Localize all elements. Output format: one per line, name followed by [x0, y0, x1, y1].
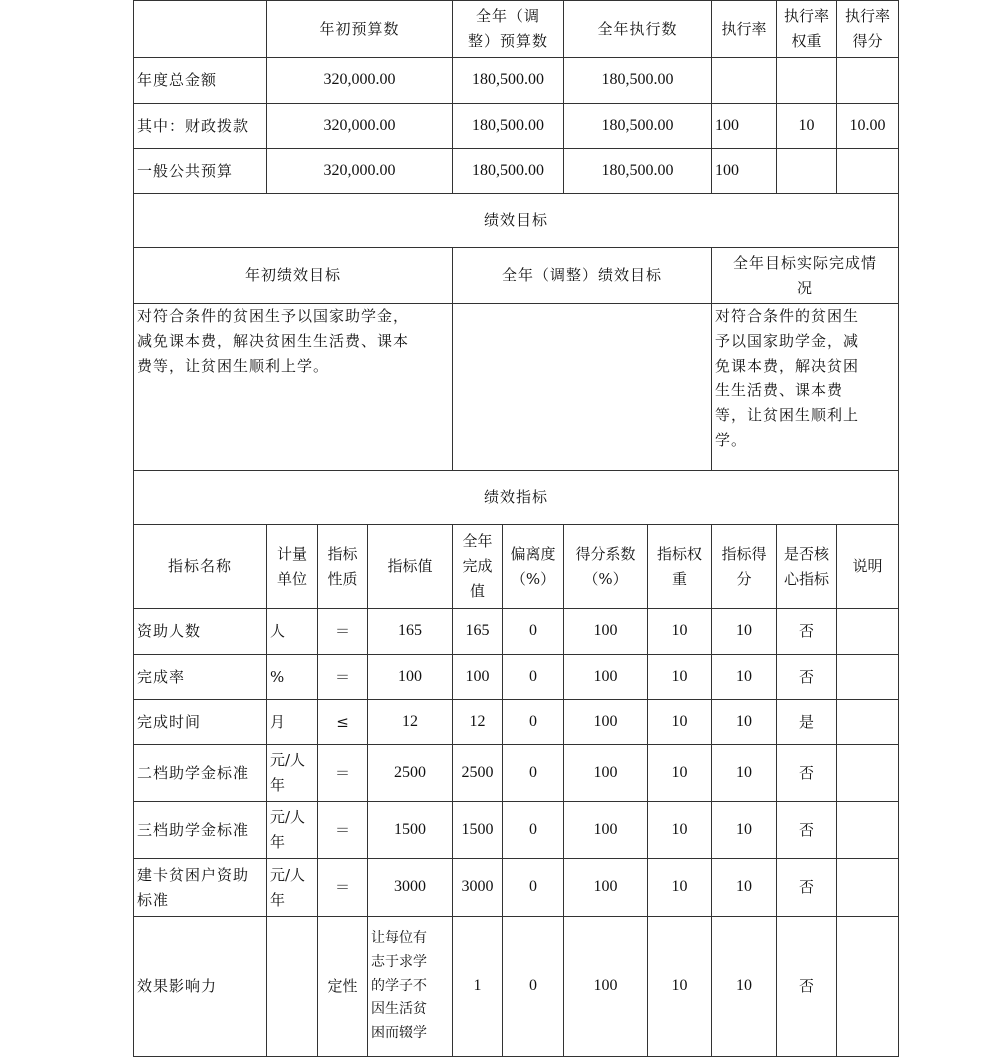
ind-note [837, 745, 899, 802]
goals-header-actual: 全年目标实际完成情 况 [712, 248, 899, 304]
ind-coef: 100 [564, 609, 648, 655]
ind-name: 三档助学金标准 [134, 802, 267, 859]
budget-row-executed: 180,500.00 [564, 149, 712, 194]
ind-name: 建卡贫困户资助 标准 [134, 859, 267, 917]
budget-row-label: 年度总金额 [134, 58, 267, 104]
ind-weight: 10 [648, 655, 712, 700]
ind-deviation: 0 [503, 859, 564, 917]
ind-core: 是 [777, 700, 837, 745]
budget-row-weight [777, 58, 837, 104]
budget-row-adjusted: 180,500.00 [453, 149, 564, 194]
ind-value: 让每位有 志于求学 的学子不 因生活贫 困而辍学 [368, 917, 453, 1057]
ind-coef: 100 [564, 917, 648, 1057]
ind-header-coef: 得分系数 （%） [564, 525, 648, 609]
ind-nature: ＝ [318, 609, 368, 655]
ind-unit [267, 917, 318, 1057]
ind-note [837, 917, 899, 1057]
ind-name: 资助人数 [134, 609, 267, 655]
indicators-section-title: 绩效指标 [134, 471, 899, 525]
ind-score: 10 [712, 655, 777, 700]
ind-header-value: 指标值 [368, 525, 453, 609]
budget-row [134, 58, 899, 104]
budget-row-score [837, 149, 899, 194]
ind-name: 二档助学金标准 [134, 745, 267, 802]
ind-completed: 100 [453, 655, 503, 700]
ind-completed: 1 [453, 917, 503, 1057]
budget-row-rate: 100 [712, 104, 777, 149]
ind-deviation: 0 [503, 700, 564, 745]
ind-weight: 10 [648, 802, 712, 859]
ind-header-core: 是否核 心指标 [777, 525, 837, 609]
ind-name: 完成时间 [134, 700, 267, 745]
ind-header-note: 说明 [837, 525, 899, 609]
ind-value: 165 [368, 609, 453, 655]
ind-nature: ＝ [318, 859, 368, 917]
ind-name: 效果影响力 [134, 917, 267, 1057]
ind-unit: 元/人 年 [267, 802, 318, 859]
ind-name: 完成率 [134, 655, 267, 700]
ind-nature: ＝ [318, 802, 368, 859]
ind-coef: 100 [564, 655, 648, 700]
indicator-row [134, 802, 899, 859]
budget-row-label: 一般公共预算 [134, 149, 267, 194]
ind-score: 10 [712, 609, 777, 655]
budget-row-weight: 10 [777, 104, 837, 149]
ind-core: 否 [777, 609, 837, 655]
ind-completed: 3000 [453, 859, 503, 917]
budget-row-rate: 100 [712, 149, 777, 194]
ind-header-completed: 全年 完成 值 [453, 525, 503, 609]
ind-deviation: 0 [503, 745, 564, 802]
budget-header-weight: 执行率 权重 [777, 1, 837, 58]
indicator-row [134, 745, 899, 802]
ind-weight: 10 [648, 859, 712, 917]
ind-score: 10 [712, 700, 777, 745]
performance-report-sheet [133, 0, 898, 1057]
budget-header-executed: 全年执行数 [564, 1, 712, 58]
budget-row-executed: 180,500.00 [564, 104, 712, 149]
ind-completed: 165 [453, 609, 503, 655]
ind-weight: 10 [648, 745, 712, 802]
budget-row-initial: 320,000.00 [267, 104, 453, 149]
budget-row-adjusted: 180,500.00 [453, 58, 564, 104]
budget-row-score [837, 58, 899, 104]
ind-value: 2500 [368, 745, 453, 802]
ind-value: 100 [368, 655, 453, 700]
ind-completed: 2500 [453, 745, 503, 802]
budget-corner-cell [134, 1, 267, 58]
goals-initial-text: 对符合条件的贫困生予以国家助学金， 减免课本费，解决贫困生生活费、课本 费等，让贫困生顺利上学。 [134, 304, 453, 471]
goals-content-row [134, 304, 899, 471]
ind-unit: 月 [267, 700, 318, 745]
budget-header-row [134, 1, 899, 58]
indicator-row [134, 609, 899, 655]
ind-nature: ＝ [318, 745, 368, 802]
ind-header-weight: 指标权 重 [648, 525, 712, 609]
indicators-header-row [134, 525, 899, 609]
ind-completed: 1500 [453, 802, 503, 859]
ind-core: 否 [777, 745, 837, 802]
budget-row-rate [712, 58, 777, 104]
ind-core: 否 [777, 859, 837, 917]
budget-header-initial: 年初预算数 [267, 1, 453, 58]
ind-unit: 元/人 年 [267, 745, 318, 802]
ind-coef: 100 [564, 745, 648, 802]
budget-row-initial: 320,000.00 [267, 58, 453, 104]
ind-score: 10 [712, 745, 777, 802]
ind-core: 否 [777, 917, 837, 1057]
budget-header-score: 执行率 得分 [837, 1, 899, 58]
ind-note [837, 700, 899, 745]
budget-row-label: 其中：财政拨款 [134, 104, 267, 149]
ind-unit: 人 [267, 609, 318, 655]
ind-value: 1500 [368, 802, 453, 859]
budget-row-executed: 180,500.00 [564, 58, 712, 104]
ind-nature: ≤ [318, 700, 368, 745]
ind-note [837, 655, 899, 700]
budget-row [134, 149, 899, 194]
ind-score: 10 [712, 859, 777, 917]
budget-row [134, 104, 899, 149]
budget-row-adjusted: 180,500.00 [453, 104, 564, 149]
ind-score: 10 [712, 802, 777, 859]
ind-note [837, 609, 899, 655]
performance-table [133, 0, 899, 1057]
ind-completed: 12 [453, 700, 503, 745]
goals-section-row [134, 194, 899, 248]
budget-row-weight [777, 149, 837, 194]
ind-nature: 定性 [318, 917, 368, 1057]
ind-deviation: 0 [503, 917, 564, 1057]
indicator-row [134, 655, 899, 700]
ind-note [837, 802, 899, 859]
ind-coef: 100 [564, 802, 648, 859]
ind-unit: 元/人 年 [267, 859, 318, 917]
goals-header-row [134, 248, 899, 304]
ind-deviation: 0 [503, 655, 564, 700]
ind-core: 否 [777, 802, 837, 859]
goals-actual-text: 对符合条件的贫困生 予以国家助学金，减 免课本费，解决贫困 生生活费、课本费 等，让贫困生顺利上 学。 [712, 304, 899, 471]
goals-adjusted-text [453, 304, 712, 471]
ind-header-nature: 指标 性质 [318, 525, 368, 609]
ind-header-unit: 计量 单位 [267, 525, 318, 609]
ind-nature: ＝ [318, 655, 368, 700]
budget-row-score: 10.00 [837, 104, 899, 149]
indicators-section-row [134, 471, 899, 525]
ind-unit: % [267, 655, 318, 700]
indicator-row [134, 859, 899, 917]
ind-core: 否 [777, 655, 837, 700]
ind-deviation: 0 [503, 609, 564, 655]
ind-weight: 10 [648, 609, 712, 655]
goals-header-adjusted: 全年（调整）绩效目标 [453, 248, 712, 304]
goals-header-initial: 年初绩效目标 [134, 248, 453, 304]
budget-row-initial: 320,000.00 [267, 149, 453, 194]
ind-header-name: 指标名称 [134, 525, 267, 609]
indicator-row [134, 700, 899, 745]
ind-score: 10 [712, 917, 777, 1057]
budget-header-adjusted: 全年（调 整）预算数 [453, 1, 564, 58]
ind-header-deviation: 偏离度 （%） [503, 525, 564, 609]
ind-value: 3000 [368, 859, 453, 917]
ind-deviation: 0 [503, 802, 564, 859]
goals-section-title: 绩效目标 [134, 194, 899, 248]
ind-note [837, 859, 899, 917]
ind-value: 12 [368, 700, 453, 745]
indicator-row [134, 917, 899, 1057]
ind-weight: 10 [648, 700, 712, 745]
ind-weight: 10 [648, 917, 712, 1057]
ind-header-score: 指标得 分 [712, 525, 777, 609]
ind-coef: 100 [564, 859, 648, 917]
budget-header-rate: 执行率 [712, 1, 777, 58]
ind-coef: 100 [564, 700, 648, 745]
